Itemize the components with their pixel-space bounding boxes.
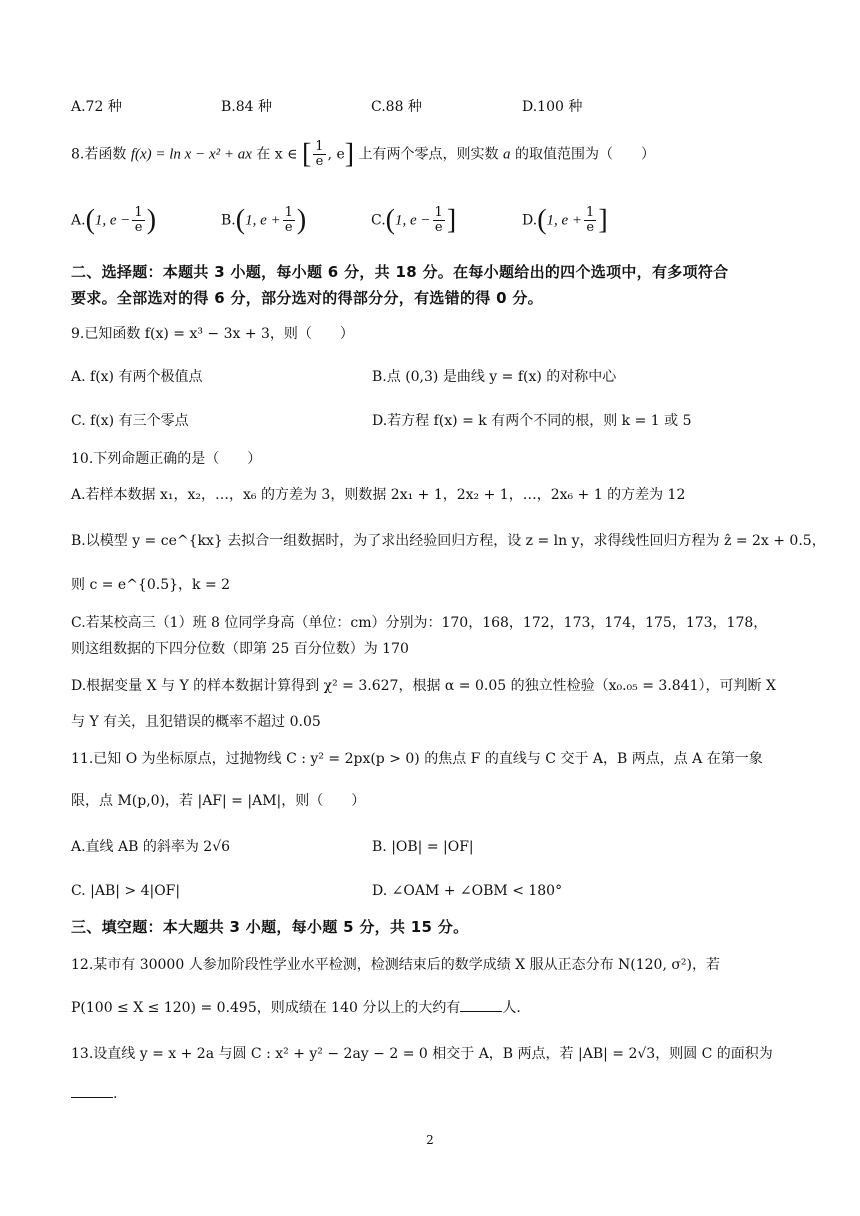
q13-answer-blank — [71, 1083, 113, 1098]
q10-option-d-line1: D.根据变量 X 与 Y 的样本数据计算得到 χ² = 3.627，根据 α = 0.05 的独立性检验（x₀.₀₅ = 3.841），可判断 X — [71, 678, 776, 694]
q8-a-den: e — [134, 220, 143, 235]
q8-c-close: ] — [446, 204, 457, 236]
q8-d-open: ( — [537, 204, 547, 236]
q8-suffix: 上有两个零点，则实数 — [358, 146, 499, 163]
q8-d-close: ] — [598, 204, 608, 236]
q8-c-open: ( — [385, 204, 395, 236]
q8-b-close: ) — [296, 204, 307, 236]
q7-option-a: A.72 种 — [71, 99, 122, 115]
q12-line1: 12.某市有 30000 人参加阶段性学业水平检测，检测结束后的数学成绩 X 服从正态分布 N(120, σ²)，若 — [71, 957, 720, 973]
q8-a-close: ) — [146, 204, 157, 236]
q10-option-d-line2: 与 Y 有关，且犯错误的概率不超过 0.05 — [71, 714, 321, 730]
q7-option-c: C.88 种 — [371, 99, 422, 115]
q8-frac-den: e — [315, 154, 324, 169]
q8-c-den: e — [434, 220, 443, 235]
q13-line2 — [71, 1083, 820, 1105]
q12-line2 — [71, 997, 820, 1019]
q8-option-a — [71, 206, 156, 235]
q8-d-den: e — [586, 220, 595, 235]
q8-a-num: 1 — [134, 205, 143, 220]
q8-a-fraction — [132, 206, 144, 235]
q8-b-fraction — [283, 206, 295, 235]
q7-option-b: B.84 种 — [221, 99, 273, 115]
q8-b-open: ( — [235, 204, 246, 236]
q8-right-bracket: ] — [344, 138, 355, 170]
q9-option-d: D.若方程 f(x) = k 有两个不同的根，则 k = 1 或 5 — [372, 413, 692, 429]
q8-interval-fraction — [313, 140, 325, 169]
q11-option-b: B. |OB| = |OF| — [372, 839, 474, 855]
q8-d-num: 1 — [586, 205, 595, 220]
q11-option-c: C. |AB| > 4|OF| — [71, 883, 181, 899]
q8-option-b — [221, 206, 306, 235]
q10-option-c-line1: C.若某校高三（1）班 8 位同学身高（单位：cm）分别为：170，168，172，173，174，175，173，178， — [71, 615, 768, 631]
q11-option-d: D. ∠OAM + ∠OBM < 180° — [372, 883, 563, 899]
q9-stem: 9.已知函数 f(x) = x³ − 3x + 3，则（ ） — [71, 326, 354, 342]
q8-c-label: C. — [371, 212, 386, 229]
q11-stem-line1: 11.已知 O 为坐标原点，过抛物线 C : y² = 2px(p > 0) 的焦点 F 的直线与 C 交于 A，B 两点，点 A 在第一象 — [71, 751, 763, 767]
q8-a-label: A. — [71, 212, 86, 229]
q8-c-text: 1, e − — [395, 212, 431, 229]
q8-c-num: 1 — [434, 205, 443, 220]
q8-interval-tail: , e — [327, 146, 345, 163]
q8-domain-prefix: 在 x ∈ — [256, 146, 298, 163]
q7-option-d: D.100 种 — [522, 99, 583, 115]
q11-stem-line2: 限，点 M(p,0)，若 |AF| = |AM|，则（ ） — [71, 793, 366, 809]
q8-option-c — [371, 206, 456, 235]
page-number: 2 — [426, 1133, 434, 1147]
q9-option-b: B.点 (0,3) 是曲线 y = f(x) 的对称中心 — [372, 369, 617, 385]
q8-d-fraction — [584, 206, 596, 235]
q10-option-c-line2: 则这组数据的下四分位数（即第 25 百分位数）为 170 — [71, 641, 409, 657]
q8-stem — [71, 140, 820, 169]
q10-option-b-line1: B.以模型 y = ce^{kx} 去拟合一组数据时，为了求出经验回归方程，设 z = ln y，求得线性回归方程为 ẑ = 2x + 0.5， — [71, 533, 826, 549]
q10-stem: 10.下列命题正确的是（ ） — [71, 451, 262, 467]
q12-line2-end: 人. — [502, 1000, 521, 1016]
q8-b-num: 1 — [284, 205, 293, 220]
q8-b-label: B. — [221, 212, 236, 229]
section-2-heading-line1: 二、选择题：本题共 3 小题，每小题 6 分，共 18 分。在每小题给出的四个选项中，有多项符合 — [71, 263, 729, 281]
q8-a-open: ( — [85, 204, 95, 236]
q8-b-text: 1, e + — [245, 212, 281, 229]
q8-d-text: 1, e + — [546, 212, 583, 229]
q12-line2-text: P(100 ≤ X ≤ 120) = 0.495，则成绩在 140 分以上的大约有 — [71, 1000, 461, 1016]
q8-option-d — [522, 206, 608, 235]
q8-end: 的取值范围为（ ） — [514, 146, 655, 163]
q9-option-a: A. f(x) 有两个极值点 — [71, 369, 203, 385]
q9-option-c: C. f(x) 有三个零点 — [71, 413, 189, 429]
q8-frac-num: 1 — [315, 139, 324, 154]
q12-answer-blank — [460, 997, 502, 1012]
q10-option-b-line2: 则 c = e^{0.5}，k = 2 — [71, 577, 231, 593]
section-3-heading: 三、填空题：本大题共 3 小题，每小题 5 分，共 15 分。 — [71, 918, 469, 936]
q13-line1: 13.设直线 y = x + 2a 与圆 C : x² + y² − 2ay − 2 = 0 相交于 A，B 两点，若 |AB| = 2√3，则圆 C 的面积为 — [71, 1046, 773, 1062]
q8-b-den: e — [284, 220, 293, 235]
q8-a-text: 1, e − — [94, 212, 131, 229]
q8-function: f(x) = ln x − x² + ax — [130, 146, 252, 163]
q10-option-a: A.若样本数据 x₁，x₂，…，x₆ 的方差为 3，则数据 2x₁ + 1，2x₂ + 1，…，2x₆ + 1 的方差为 12 — [71, 487, 686, 503]
q8-left-bracket: [ — [301, 138, 312, 170]
q8-prefix: 8.若函数 — [71, 146, 127, 163]
q8-c-fraction — [433, 206, 445, 235]
q11-option-a: A.直线 AB 的斜率为 2√6 — [71, 839, 231, 855]
q13-line2-end: . — [113, 1086, 118, 1102]
q8-d-label: D. — [522, 212, 538, 229]
section-2-heading-line2: 要求。全部选对的得 6 分，部分选对的得部分分，有选错的得 0 分。 — [71, 289, 543, 307]
q8-var-a: a — [503, 146, 511, 163]
